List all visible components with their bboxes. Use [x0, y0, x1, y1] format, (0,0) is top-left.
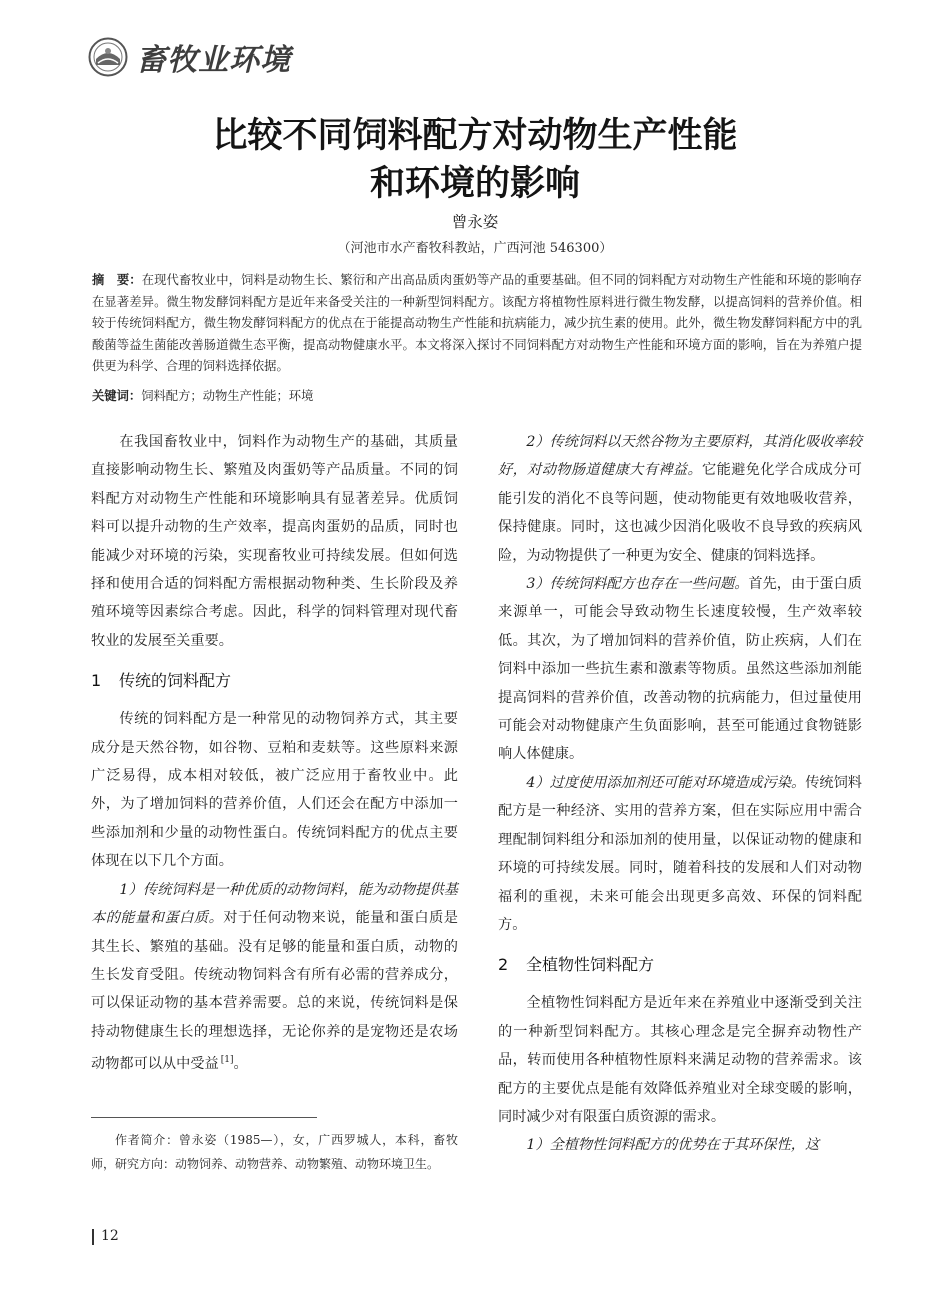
section-1-point-1-end: 。 — [233, 1056, 248, 1073]
journal-header — [88, 34, 291, 80]
keywords-label: 关键词： — [92, 389, 142, 403]
section-1-point-2 — [498, 428, 862, 570]
abstract — [92, 270, 862, 378]
article-title — [0, 112, 950, 208]
section-1-point-3-body: 首先，由于蛋白质来源单一，可能会导致动物生长速度较慢，生产效率较低。其次，为了增加饲料的营养价值，防止疾病，人们在饲料中添加一些抗生素和激素等物质。虽然这些添加剂能提高饲料的营养价值，改善动物的抗病能力，但过量使用可能会对动物健康产生负面影响，甚至可能通过食物链影响人体健康。 — [498, 576, 862, 763]
section-1-number: 1 — [91, 671, 102, 691]
section-1-point-2-lead: 2）传统饲料以天然谷物为主要原料，其消化吸收率较好，对动物肠道健康大有裨益。 — [498, 434, 862, 479]
section-2-point-1-lead: 1）全植物性饲料配方的优势在于其环保性，这 — [526, 1137, 820, 1154]
abstract-label: 摘 要： — [92, 273, 142, 287]
section-1-point-3 — [498, 570, 862, 769]
intro-paragraph: 在我国畜牧业中，饲料作为动物生产的基础，其质量直接影响动物生长、繁殖及肉蛋奶等产品质量。不同的饲料配方对动物生产性能和环境影响具有显著差异。优质饲料可以提升动物的生产效率，提高肉蛋奶的品质，同时也能减少对环境的污染，实现畜牧业可持续发展。但如何选择和使用合适的饲料配方需根据动物种类、生长阶段及养殖环境等因素综合考虑。因此，科学的饲料管理对现代畜牧业的发展至关重要。 — [91, 434, 458, 649]
right-column — [498, 428, 862, 1160]
author-affiliation: （河池市水产畜牧科教站，广西河池 546300） — [337, 241, 613, 256]
section-1-point-4-body: 传统饲料配方是一种经济、实用的营养方案，但在实际应用中需合理配制饲料组分和添加剂的使用量，以保证动物的健康和环境的可持续发展。同时，随着科技的发展和人们对动物福利的重视，未来可能会出现更多高效、环保的饲料配方。 — [498, 774, 862, 933]
author-footnote: 作者简介：曾永姿（1985—），女，广西罗城人，本科，畜牧师，研究方向：动物饲养、动物营养、动物繁殖、动物环境卫生。 — [91, 1133, 458, 1171]
section-1-paragraph-1: 传统的饲料配方是一种常见的动物饲养方式，其主要成分是天然谷物，如谷物、豆粕和麦麸等。这些原料来源广泛易得，成本相对较低，被广泛应用于畜牧业中。此外，为了增加饲料的营养价值，人们还会在配方中添加一些添加剂和少量的动物性蛋白。传统饲料配方的优点主要体现在以下几个方面。 — [91, 711, 458, 870]
section-1-point-2-body: 它能避免化学合成成分可能引发的消化不良等问题，使动物能更有效地吸收营养，保持健康。同时，这也减少因消化吸收不良导致的疾病风险，为动物提供了一种更为安全、健康的饲料选择。 — [498, 462, 862, 564]
author-name: 曾永姿 — [451, 213, 499, 231]
section-2-point-1 — [498, 1131, 862, 1159]
keywords-text: 饲料配方；动物生产性能；环境 — [141, 389, 314, 403]
keywords — [92, 386, 862, 407]
section-2-heading — [498, 953, 862, 977]
left-column — [91, 428, 458, 1079]
section-1-point-3-lead: 3）传统饲料配方也存在一些问题。 — [526, 576, 749, 593]
section-2-title: 全植物性饲料配方 — [526, 955, 655, 975]
journal-name: 畜牧业环境 — [136, 43, 291, 78]
title-line-2: 和环境的影响 — [369, 164, 580, 204]
title-line-1: 比较不同饲料配方对动物生产性能 — [212, 116, 738, 156]
page-number-bar — [92, 1229, 94, 1245]
section-1-heading — [91, 669, 458, 693]
section-1-title: 传统的饲料配方 — [119, 671, 232, 691]
section-1-point-1-lead: 1）传统饲料是一种优质的动物饲料，能为动物提供基本的能量和蛋白质。 — [91, 881, 458, 927]
page-number: 12 — [101, 1228, 119, 1244]
section-2-number: 2 — [498, 955, 509, 975]
section-1-point-4 — [498, 769, 862, 939]
footnote-divider — [91, 1117, 317, 1118]
abstract-text: 在现代畜牧业中，饲料是动物生长、繁衍和产出高品质肉蛋奶等产品的重要基础。但不同的饲料配方对动物生产性能和环境的影响存在显著差异。微生物发酵饲料配方是近年来备受关注的一种新型饲料配方。该配方将植物性原料进行微生物发酵，以提高饲料的营养价值。相较于传统饲料配方，微生物发酵饲料配方的优点在于能提高动物生产性能和抗病能力，减少抗生素的使用。此外，微生物发酵饲料配方中的乳酸菌等益生菌能改善肠道微生态平衡，提高动物健康水平。本文将深入探讨不同饲料配方对动物生产性能和环境方面的影响，旨在为养殖户提供更为科学、合理的饲料选择依据。 — [92, 273, 862, 373]
section-1-point-4-lead: 4）过度使用添加剂还可能对环境造成污染。 — [526, 774, 806, 791]
citation-ref-1[interactable]: [1] — [220, 1055, 234, 1066]
journal-seal-icon — [88, 37, 128, 77]
section-1-point-1-body: 对于任何动物来说，能量和蛋白质是其生长、繁殖的基础。没有足够的能量和蛋白质，动物的生长发育受阻。传统动物饲料含有所有必需的营养成分，可以保证动物的基本营养需要。总的来说，传统饲料是保持动物健康生长的理想选择，无论你养的是宠物还是农场动物都可以从中受益 — [91, 910, 458, 1073]
section-2-paragraph-1: 全植物性饲料配方是近年来在养殖业中逐渐受到关注的一种新型饲料配方。其核心理念是完全摒弃动物性产品，转而使用各种植物性原料来满足动物的营养需求。该配方的主要优点是能有效降低养殖业对全球变暖的影响，同时减少对有限蛋白质资源的需求。 — [498, 995, 862, 1125]
section-1-paragraph-2 — [91, 876, 458, 1079]
